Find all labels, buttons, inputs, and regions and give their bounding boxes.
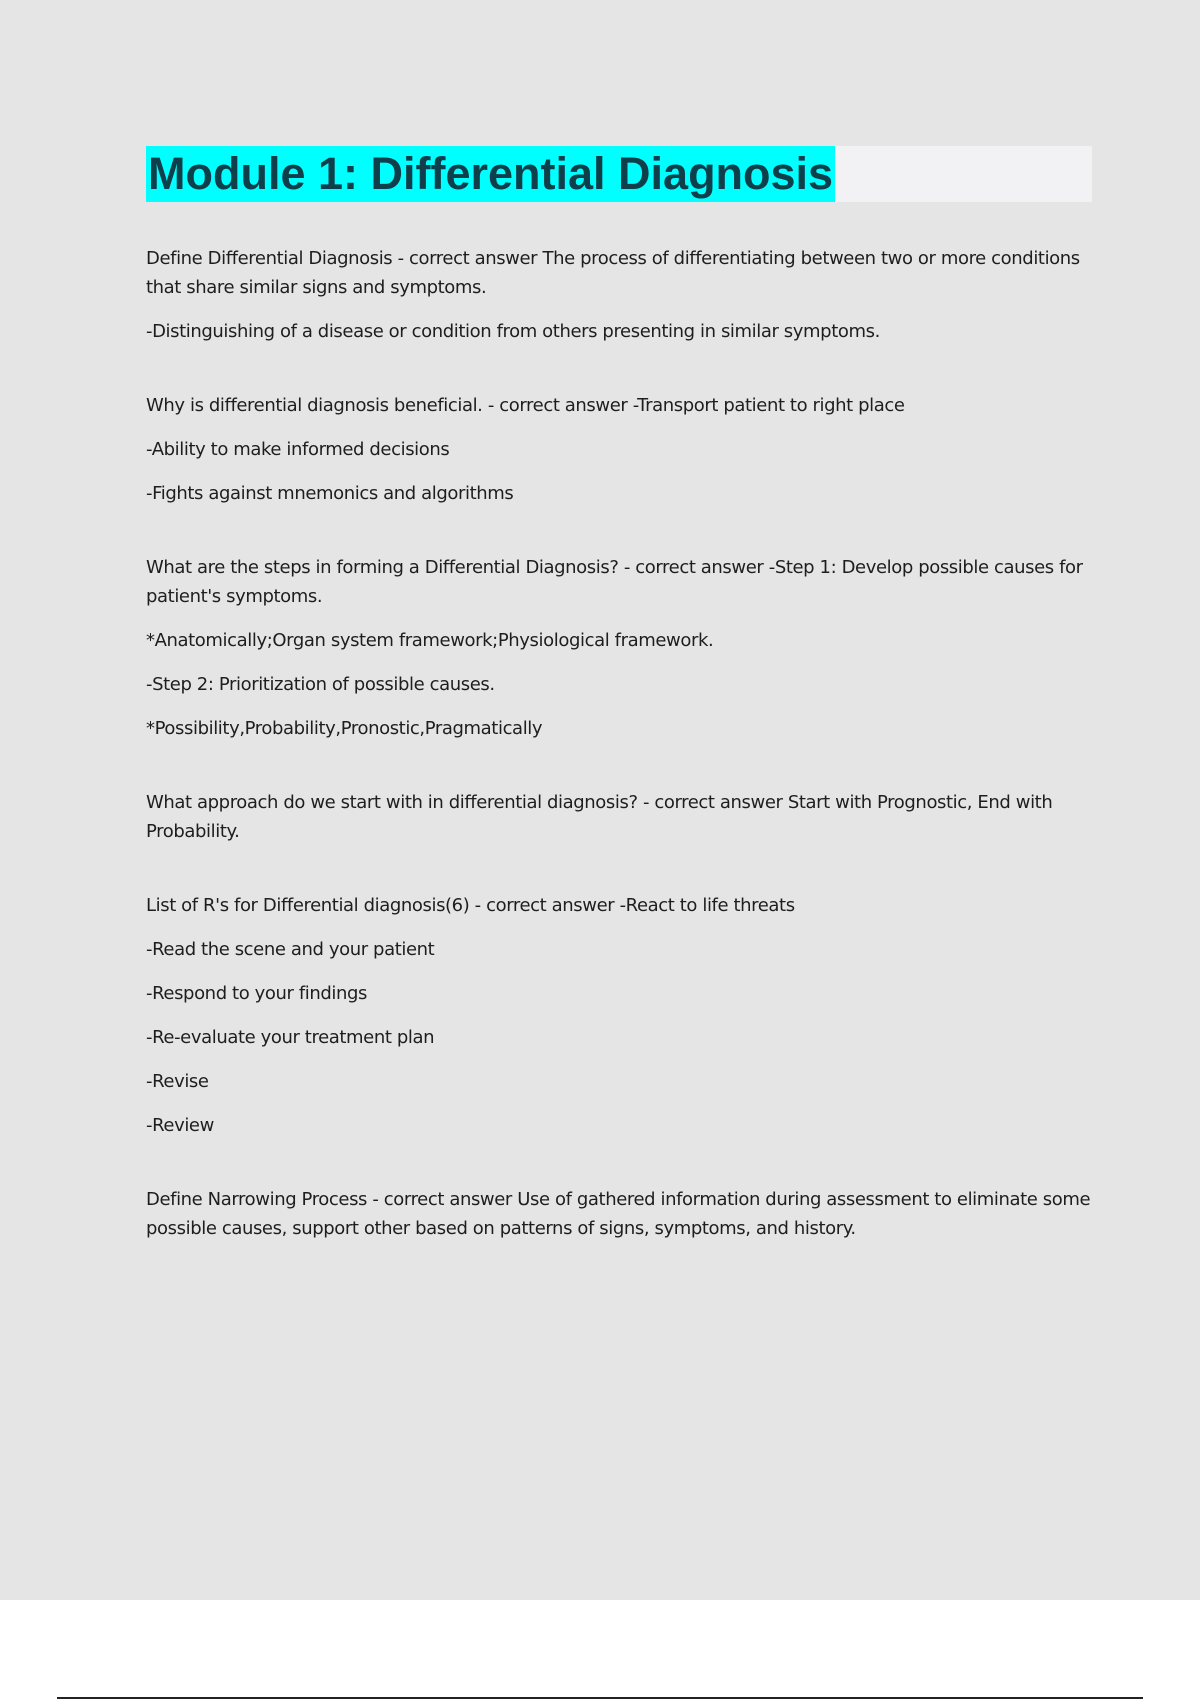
qa-question-narrowing: Define Narrowing Process - correct answer Use of gathered information during assessment to eliminate some possible causes, support other based on patterns of signs, symptoms, and history. [146, 1189, 1091, 1239]
qa-answer-line: -Distinguishing of a disease or condition from others presenting in similar symptoms. [146, 321, 880, 342]
page-title: Module 1: Differential Diagnosis [146, 146, 835, 202]
qa-answer-line: -Step 2: Prioritization of possible causes. [146, 674, 495, 695]
qa-answer-line: -Review [146, 1115, 214, 1136]
qa-answer-line: -Fights against mnemonics and algorithms [146, 483, 514, 504]
qa-answer-line: -Read the scene and your patient [146, 939, 435, 960]
footer-divider [57, 1697, 1143, 1699]
qa-question-approach: What approach do we start with in differential diagnosis? - correct answer Start with Prognostic, End with Probability. [146, 792, 1053, 842]
qa-answer-line: -Ability to make informed decisions [146, 439, 450, 460]
qa-answer-line: -Revise [146, 1071, 209, 1092]
qa-question-benefit: Why is differential diagnosis beneficial. - correct answer -Transport patient to right place [146, 395, 905, 416]
qa-answer-line: *Anatomically;Organ system framework;Physiological framework. [146, 630, 714, 651]
qa-question-rs-list: List of R's for Differential diagnosis(6) - correct answer -React to life threats [146, 895, 795, 916]
qa-question-steps: What are the steps in forming a Differential Diagnosis? - correct answer -Step 1: Develop possible causes for patient's symptoms. [146, 557, 1083, 607]
qa-answer-line: -Respond to your findings [146, 983, 368, 1004]
qa-question-definition: Define Differential Diagnosis - correct answer The process of differentiating between two or more conditions that share similar signs and symptoms. [146, 248, 1080, 298]
document-body [146, 244, 1092, 1258]
qa-answer-line: -Re-evaluate your treatment plan [146, 1027, 435, 1048]
qa-answer-line: *Possibility,Probability,Pronostic,Pragmatically [146, 718, 543, 739]
